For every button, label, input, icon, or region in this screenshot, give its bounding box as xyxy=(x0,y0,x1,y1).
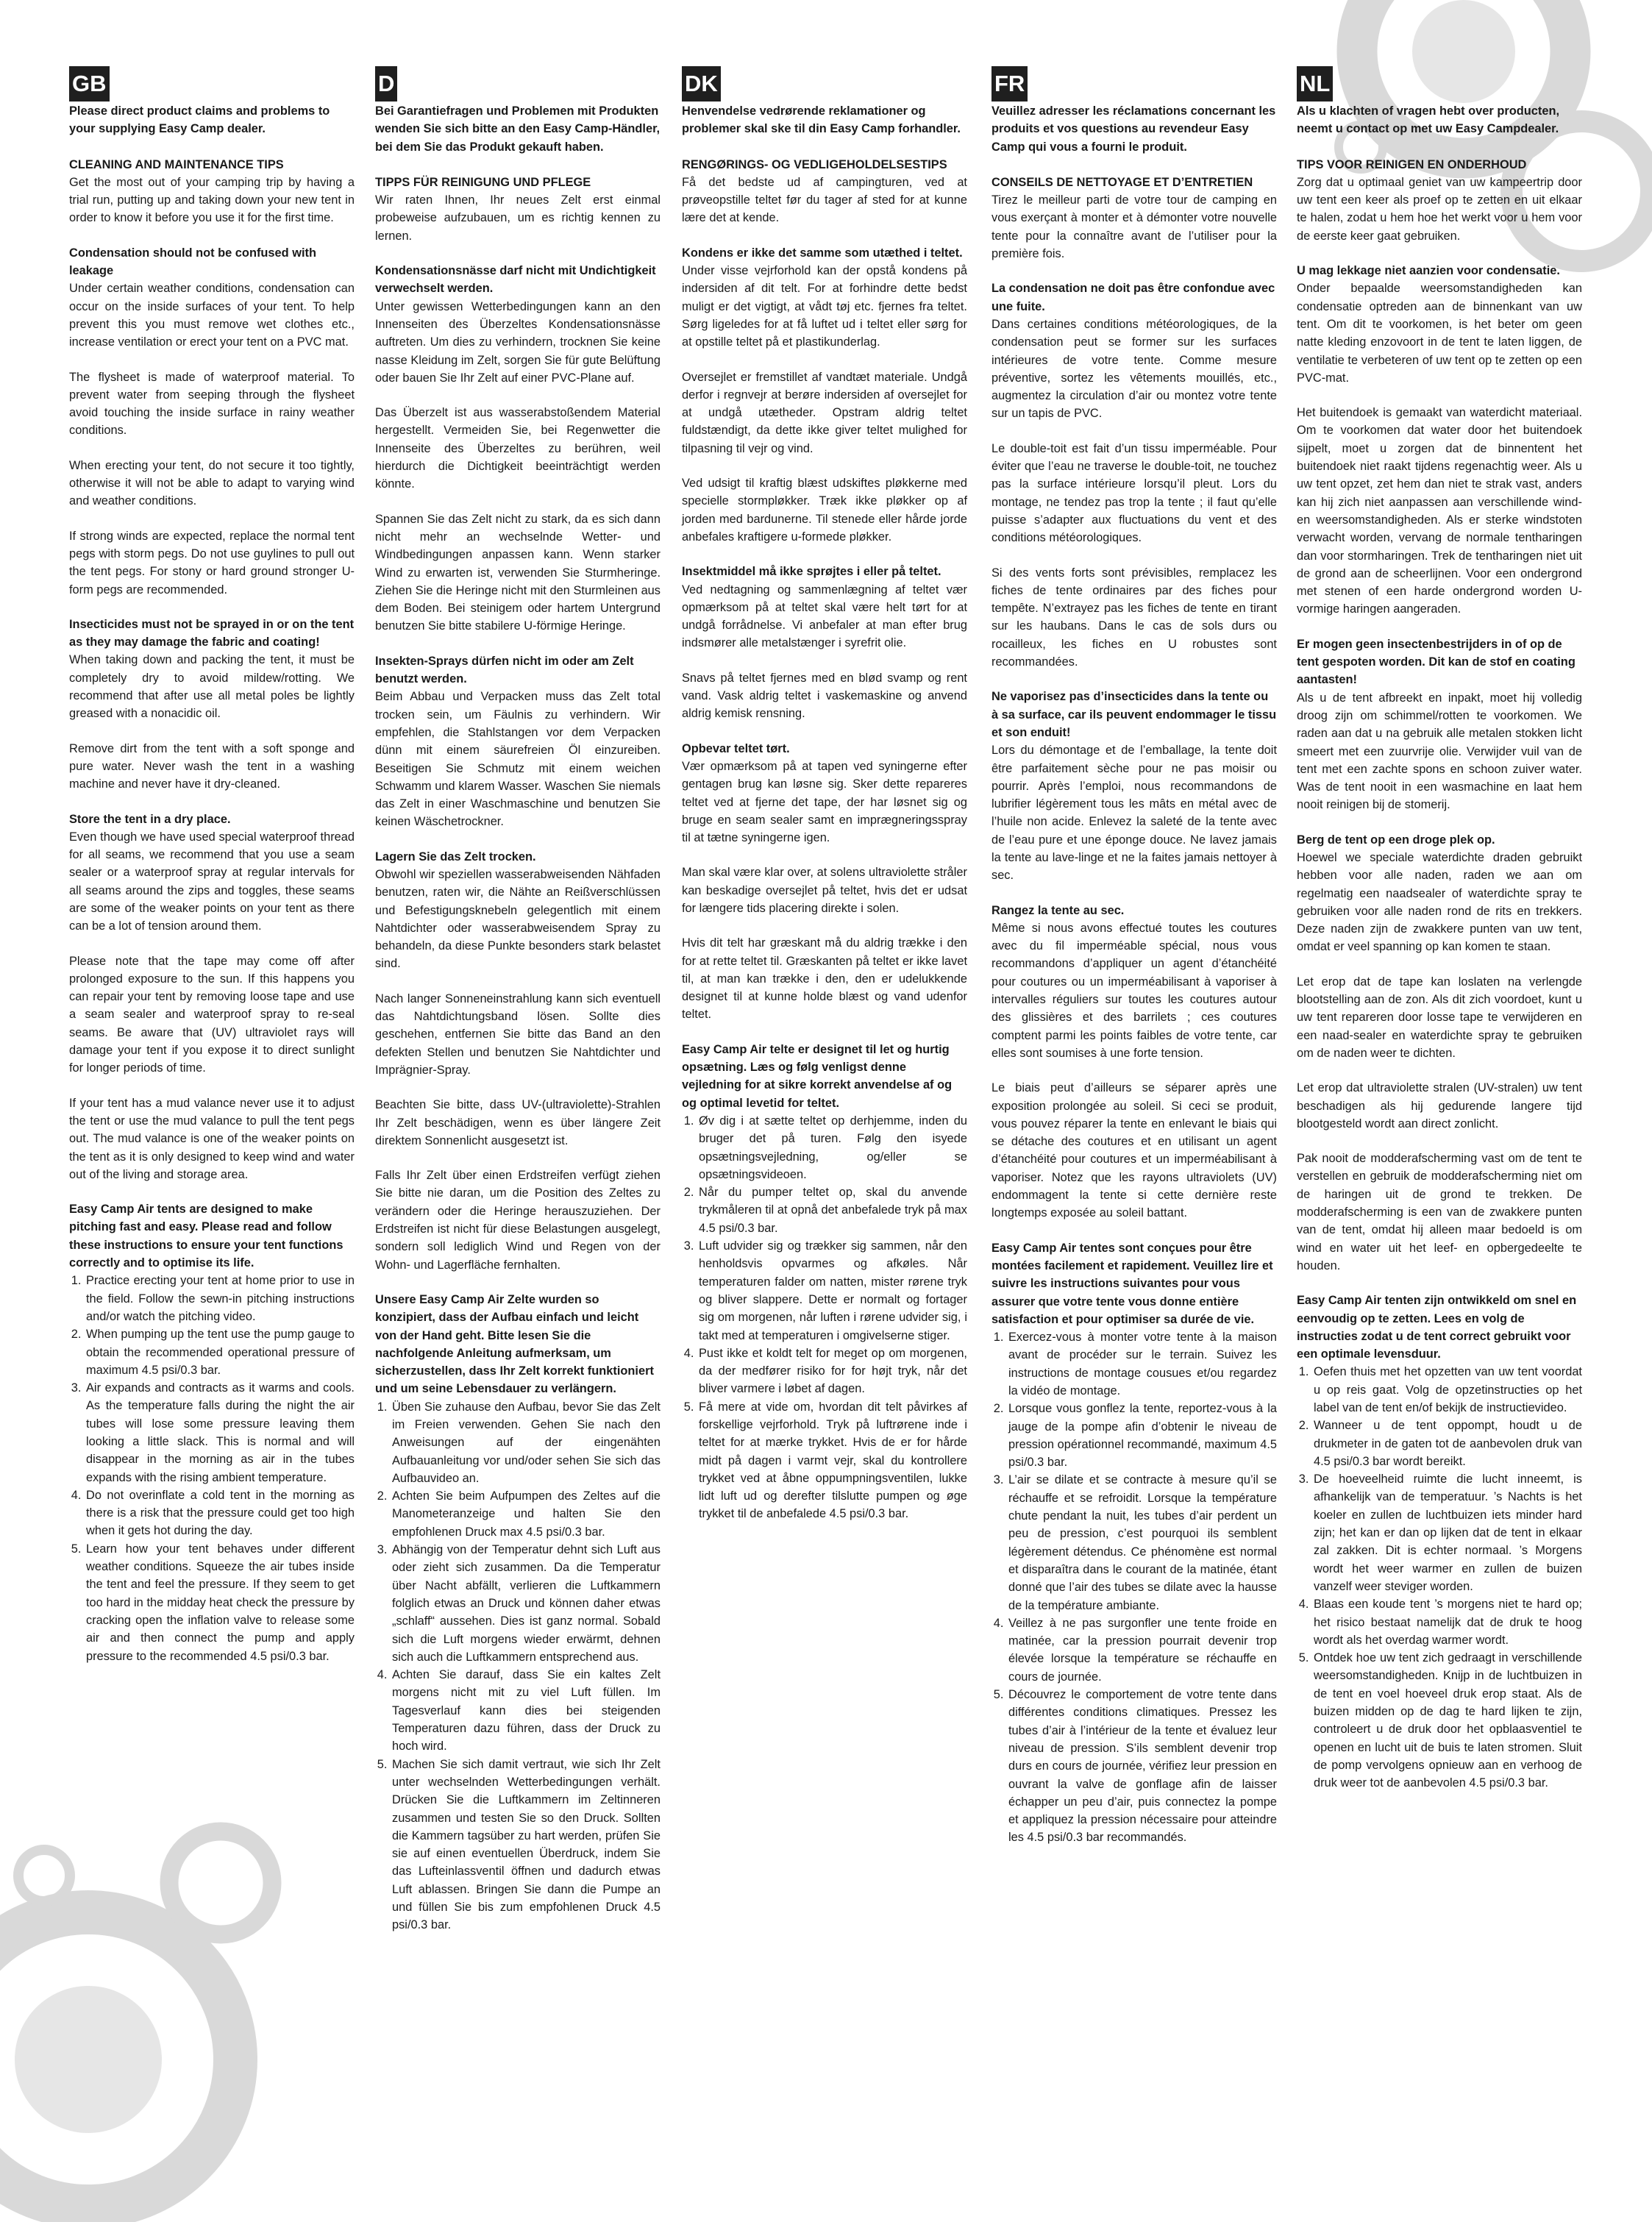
claims-intro: Bei Garantiefragen und Problemen mit Produkten wenden Sie sich bitte an den Easy Camp-Händler, bei dem Sie das Produkt gekauft haben. xyxy=(375,104,661,154)
instruction-section xyxy=(375,262,661,635)
instruction-section xyxy=(991,688,1277,884)
step-item: 4. Achten Sie darauf, dass Sie ein kaltes Zelt morgens nicht mit zu viel Luft füllen. Im Tagesverlauf kann dies bei steigenden Temperaturen dazu führen, dass der Druck zu hoch wird. xyxy=(391,1666,661,1755)
section-heading: La condensation ne doit pas être confondue avec une fuite. xyxy=(991,282,1275,313)
section-paragraph: Oversejlet er fremstillet af vandtæt materiale. Undgå derfor i regnvejr at berøre indersiden af oversejlet for at undgå utætheder. Opstram aldrig teltet fuldstændigt, da dette ikke giver teltet mulighed for tilpasning til vejr og vind. xyxy=(682,370,967,455)
section-paragraph: Obwohl wir speziellen wasserabweisenden Nähfaden benutzen, raten wir, die Nähte an Reißverschlüssen und Befestigungsknebeln gelegentlich mit einem Nahtdichter oder wasserabweisendem Spray zu behandeln, da diese Punkte besonders stark belastet sind. xyxy=(375,867,661,971)
section-paragraph: Als u de tent afbreekt en inpakt, moet hij volledig droog zijn om schimmel/rotten te voorkomen. We raden aan dat u na gebruik alle metalen stokken licht smeert met een zuurvrije olie. Verwijder vuil van de tent met een zachte spons en schoon zuiver water. Was de tent nooit in een wasmachine en laat hem nooit reinigen bij de stomerij. xyxy=(1297,691,1582,812)
step-item: 5. Få mere at vide om, hvordan dit telt påvirkes af forskellige vejrforhold. Tryk på luftrørene inde i teltet for at mærke trykket. Hvis de er for hårde midt på dagen i varmt vejr, skal du kontrollere trykket ved at åbne oppumpningsventilen, lukke lidt luft ud og derefter tilslutte pumpen og øge trykket til de anbefalede 4.5 psi/0.3 bar. xyxy=(697,1398,967,1523)
instruction-section xyxy=(1297,262,1582,619)
instruction-section xyxy=(991,1239,1277,1847)
section-heading: TIPS VOOR REINIGEN EN ONDERHOUD xyxy=(1297,157,1527,171)
instruction-section xyxy=(1297,635,1582,814)
step-item: 4. Veillez à ne pas surgonfler une tente froide en matinée, car la pression pourrait devenir trop élevée lorsque la température se réchauffe en cours de journée. xyxy=(1007,1614,1277,1686)
section-heading: Ne vaporisez pas d’insecticides dans la tente ou à sa surface, car ils peuvent endommager le tissu et son enduit! xyxy=(991,690,1277,739)
section-heading: Easy Camp Air telte er designet til let og hurtig opsætning. Læs og følg venligst denne vejledning for at sikre korrekt anvendelse af og og optimal levetid for teltet. xyxy=(682,1042,953,1110)
claims-intro: Als u klachten of vragen hebt over producten, neemt u contact op met uw Easy Campdealer. xyxy=(1297,104,1560,136)
instruction-section xyxy=(1297,1292,1582,1792)
language-code-badge: FR xyxy=(991,66,1028,102)
section-paragraph: Spannen Sie das Zelt nicht zu stark, da es sich dann nicht mehr an wechselnde Wetter- und Windbedingungen anpassen kann. Wenn starker Wind zu erwarten ist, verwenden Sie Sturmheringe. Ziehen Sie die Heringe nicht mit den Sturmleinen aus dem Boden. Bei steinigem oder hartem Untergrund benutzen Sie bitte stabilere U-förmige Heringe. xyxy=(375,512,661,633)
section-paragraph: Tirez le meilleur parti de votre tour de camping en vous exerçant à monter et à démonter votre nouvelle tente pour la connaître avant de l’utiliser pour la première fois. xyxy=(991,193,1277,261)
section-heading: Insekten-Sprays dürfen nicht im oder am Zelt benutzt werden. xyxy=(375,654,634,686)
air-tent-steps-list xyxy=(69,1272,355,1665)
language-column-nl xyxy=(1297,66,1582,1809)
instruction-section xyxy=(682,156,967,227)
section-paragraph: Das Überzelt ist aus wasserabstoßendem Material hergestellt. Vermeiden Sie, bei Regenwetter die Innenseite des Überzeltes zu berühren, weil hierdurch die Dichtigkeit beeinträchtigt werden könnte. xyxy=(375,406,661,491)
section-paragraph: If strong winds are expected, replace the normal tent pegs with storm pegs. Do not use guylines to pull out the tent pegs. For stony or hard ground stronger U-form pegs are recommended. xyxy=(69,529,355,597)
section-heading: TIPPS FÜR REINIGUNG UND PFLEGE xyxy=(375,175,591,189)
section-paragraph: Ved nedtagning og sammenlægning af teltet vær opmærksom på at teltet skal være helt tørt for at undgå forrådnelse. Vi anbefaler at man efter brug indsmører alle metalstænger i syrefrit olie. xyxy=(682,583,967,650)
section-heading: Unsere Easy Camp Air Zelte wurden so konzipiert, dass der Aufbau einfach und leicht von der Hand geht. Bitte lesen Sie die nachfolgende Anleitung aufmerksam, um sicherzustellen, dass Ihr Zelt korrekt funktioniert und um seine Lebensdauer zu verlängern. xyxy=(375,1292,654,1396)
section-paragraph: Man skal være klar over, at solens ultraviolette stråler kan beskadige oversejlet på teltet, hvis det er udsat for længere tids placering direkte i solen. xyxy=(682,866,967,915)
section-paragraph: Pak nooit de modderafscherming vast om de tent te verstellen en gebruik de modderafscherming niet om de haringen uit de grond te trekken. De modderafscherming is een van de zwakkere punten van de tent, omdat hij alleen maar bedoeld is om wind en water uit het leef- en opbergedeelte te houden. xyxy=(1297,1152,1582,1272)
section-paragraph: Beachten Sie bitte, dass UV-(ultraviolette)-Strahlen Ihr Zelt beschädigen, wenn es über längere Zeit direktem Sonnenlicht ausgesetzt ist. xyxy=(375,1098,661,1147)
air-tent-steps-list xyxy=(682,1112,967,1523)
instruction-section xyxy=(682,740,967,1024)
step-item: 2. Når du pumper teltet op, skal du anvende trykmåleren til at opnå det anbefalede tryk på max 4.5 psi/0.3 bar. xyxy=(697,1183,967,1237)
section-paragraph: Snavs på teltet fjernes med en blød svamp og rent vand. Vask aldrig teltet i vaskemaskine og anvend aldrig kemisk rensning. xyxy=(682,671,967,721)
instruction-section xyxy=(682,1041,967,1523)
step-item: 3. Luft udvider sig og trækker sig sammen, når den henholdsvis opvarmes og afkøles. Når temperaturen falder om natten, mister rørene tryk og bliver slappere. Dette er normalt og fortager sig om morgenen, når luften i rørene udvider sig, i takt med at temperaturen i omgivelserne stiger. xyxy=(697,1237,967,1345)
section-heading: Easy Camp Air tenten zijn ontwikkeld om snel en eenvoudig op te zetten. Lees en volg de instructies zodat u de tent correct gebruikt voor een optimale levensduur. xyxy=(1297,1294,1577,1361)
air-tent-steps-list xyxy=(375,1398,661,1934)
claims-intro: Please direct product claims and problems to your supplying Easy Camp dealer. xyxy=(69,104,330,136)
section-paragraph: Wir raten Ihnen, Ihr neues Zelt erst einmal probeweise aufzubauen, um es richtig kennen zu lernen. xyxy=(375,193,661,243)
section-heading: Easy Camp Air tents are designed to make pitching fast and easy. Please read and follow these instructions to ensure your tent functions correctly and to optimise its life. xyxy=(69,1203,343,1270)
section-heading: Insecticides must not be sprayed in or on the tent as they may damage the fabric and coating! xyxy=(69,617,355,649)
section-heading: Store the tent in a dry place. xyxy=(69,812,231,826)
section-heading: Kondensationsnässe darf nicht mit Undichtigkeit verwechselt werden. xyxy=(375,264,656,296)
section-paragraph: The flysheet is made of waterproof material. To prevent water from seeping through the flysheet avoid touching the inside surface in rainy weather conditions. xyxy=(69,370,355,438)
section-heading: U mag lekkage niet aanzien voor condensatie. xyxy=(1297,264,1560,278)
instruction-section xyxy=(69,811,355,1184)
section-heading: Condensation should not be confused with leakage xyxy=(69,246,316,278)
section-heading: Lagern Sie das Zelt trocken. xyxy=(375,850,536,863)
language-code-badge: GB xyxy=(69,66,110,102)
section-heading: Kondens er ikke det samme som utæthed i teltet. xyxy=(682,246,963,260)
section-paragraph: Falls Ihr Zelt über einen Erdstreifen verfügt ziehen Sie bitte nie daran, um die Position des Zeltes zu verändern oder die Heringe herauszuziehen. Der Erdstreifen ist nicht für diese Belastungen ausgelegt, sondern soll lediglich Wind und Regen von der Wohn- und Lagerfläche fernhalten. xyxy=(375,1169,661,1272)
section-paragraph: Nach langer Sonneneinstrahlung kann sich eventuell das Nahtdichtungsband lösen. Sollte dies geschehen, entfernen Sie bitte das Band an den defekten Stellen und benutzen Sie Nahtdichter und Imprägnier-Spray. xyxy=(375,991,661,1077)
language-column-d xyxy=(375,66,661,1951)
instruction-section xyxy=(1297,156,1582,245)
step-item: 3. L’air se dilate et se contracte à mesure qu’il se réchauffe et se refroidit. Lorsque la température chute pendant la nuit, les tubes d’air perdent un peu de pression, c’est pourquoi ils semblent légèrement détendus. Ce phénomène est normal et disparaîtra dans le courant de la matinée, étant donné que l’air des tubes se dilate avec la hausse de la température ambiante. xyxy=(1007,1471,1277,1614)
section-paragraph: Le biais peut d’ailleurs se séparer après une exposition prolongée au soleil. Si ceci se produit, vous pouvez réparer la tente en enlevant le biais qui se détache des coutures et en utilisant un agent d’étanchéité pour coutures et un imperméabilisant à vaporiser. Notez que les rayons ultraviolets (UV) endommagent la tente si cette dernière reste longtemps exposée au soleil battant. xyxy=(991,1081,1277,1220)
section-heading: Easy Camp Air tentes sont conçues pour être montées facilement et rapidement. Veuillez lire et suivre les instructions suivantes pour vous assurer que votre tente vous donne entière satisfaction et pour optimiser sa durée de vie. xyxy=(991,1241,1273,1326)
instruction-section xyxy=(69,244,355,599)
instruction-section xyxy=(69,156,355,227)
section-heading: Insektmiddel må ikke sprøjtes i eller på teltet. xyxy=(682,565,941,579)
instruction-section xyxy=(991,279,1277,671)
section-heading: Opbevar teltet tørt. xyxy=(682,741,790,755)
claims-intro: Henvendelse vedrørende reklamationer og problemer skal ske til din Easy Camp forhandler. xyxy=(682,104,961,136)
claims-intro: Veuillez adresser les réclamations concernant les produits et vos questions au revendeur Easy Camp qui vous a fourni le produit. xyxy=(991,104,1276,154)
section-paragraph: Dans certaines conditions météorologiques, de la condensation peut se former sur les surfaces intérieures de votre tente. Comme mesure préventive, sortez les vêtements mouillés, etc., augmentez la circulation d’air ou montez votre tente sur un tapis de PVC. xyxy=(991,317,1277,421)
step-item: 5. Découvrez le comportement de votre tente dans différentes conditions climatiques. Pressez les tubes d’air à l’intérieur de la tente et évaluez leur niveau de pression. S’ils semblent devenir trop durs en cours de journée, vérifiez leur pression en ouvrant la valve de gonflage afin de laisser échapper un peu d’air, puis connectez la pompe et appliquez la pression nécessaire pour atteindre les 4.5 psi/0.3 bar recommandés. xyxy=(1007,1686,1277,1847)
step-item: 3. Abhängig von der Temperatur dehnt sich Luft aus oder zieht sich zusammen. Da die Temperatur über Nacht abfällt, verlieren die Luftkammern folglich etwas an Druck und können daher etwas „schlaff“ aussehen. Dies ist ganz normal. Sobald sich die Luft morgens wieder erwärmt, dehnen sich auch die Luftkammern entsprechend aus. xyxy=(391,1541,661,1666)
instruction-section xyxy=(69,616,355,794)
section-heading: CONSEILS DE NETTOYAGE ET D’ENTRETIEN xyxy=(991,175,1253,189)
step-item: 5. Ontdek hoe uw tent zich gedraagt in verschillende weersomstandigheden. Knijp in de luchtbuizen in de tent en voel hoeveel druk erop staat. Als de buizen midden op de dag te hard lijken te zijn, controleert u de druk door het opblaasventiel te openen en lucht uit de buis te laten stromen. Sluit de pomp vervolgens opnieuw aan en verhoog de druk weer tot de aanbevolen 4.5 psi/0.3 bar. xyxy=(1312,1649,1582,1792)
section-paragraph: Remove dirt from the tent with a soft sponge and pure water. Never wash the tent in a washing machine and never have it dry-cleaned. xyxy=(69,741,355,791)
step-item: 2. Wanneer u de tent oppompt, houdt u de drukmeter in de gaten tot de aanbevolen druk van 4.5 psi/0.3 bar wordt bereikt. xyxy=(1312,1417,1582,1470)
section-heading: Berg de tent op een droge plek op. xyxy=(1297,833,1495,847)
section-paragraph: Beim Abbau und Verpacken muss das Zelt total trocken sein, um Fäulnis zu verhindern. Wir empfehlen, die Stahlstangen vor dem Verpacken dünn mit einem säurefreien Öl einzureiben. Beseitigen Sie Schmutz mit einem weichen Schwamm und klarem Wasser. Waschen Sie niemals das Zelt in einer Waschmaschine und benutzen Sie keinen Wäschetrockner. xyxy=(375,690,661,829)
step-item: 3. De hoeveelheid ruimte die lucht inneemt, is afhankelijk van de temperatuur. ’s Nachts is het koeler en zullen de luchtbuizen iets minder hard zijn; het kan er dan op lijken dat de tent in elkaar zal zakken. Dit is echter normaal. ’s Morgens wordt het weer warmer en zullen de buizen vanzelf weer steviger worden. xyxy=(1312,1470,1582,1595)
section-paragraph: Ved udsigt til kraftig blæst udskiftes pløkkerne med specielle stormpløkker. Træk ikke pløkker op af jorden med barduner​ne. Til stenede eller hårde jorde anbefales kraftigere u-formede pløkker. xyxy=(682,477,967,544)
section-paragraph: Même si nous avons effectué toutes les coutures avec du fil imperméable spécial, nous vous recommandons d’appliquer un agent d’étanchéité pour coutures ou un imperméabilisant à vaporiser à intervalles réguliers sur toutes les coutures autour des glissières et des barrilets ; ces coutures comptent parmi les points faibles de votre tente, car elles sont soumises à une forte tension. xyxy=(991,921,1277,1060)
section-paragraph: Hvis dit telt har græskant må du aldrig trække i den for at rette teltet til. Græskanten på teltet er ikke lavet til, at man kan trække i den, den er udelukkende designet til at kunne holde blæst og vand udenfor teltet. xyxy=(682,936,967,1022)
section-paragraph: When taking down and packing the tent, it must be completely dry to avoid mildew/rotting. We recommend that after use all metal poles be lightly greased with a nonacidic oil. xyxy=(69,653,355,721)
section-heading: Er mogen geen insectenbestrijders in of op de tent gespoten worden. Dit kan de stof en coating aantasten! xyxy=(1297,637,1576,687)
step-item: 1. Exercez-vous à monter votre tente à la maison avant de procéder sur le terrain. Suivez les instructions de montage cousues et/ou regardez la vidéo de montage. xyxy=(1007,1328,1277,1400)
section-paragraph: Let erop dat ultraviolette stralen (UV-stralen) uw tent beschadigen als hij gedurende langere tijd blootgesteld wordt aan direct zonlicht. xyxy=(1297,1081,1582,1130)
language-column-fr xyxy=(991,66,1277,1864)
section-paragraph: When erecting your tent, do not secure it too tightly, otherwise it will not be able to adapt to varying wind and weather conditions. xyxy=(69,458,355,508)
step-item: 4. Do not overinflate a cold tent in the morning as there is a risk that the pressure could get too high when it gets hot during the day. xyxy=(85,1486,355,1540)
air-tent-steps-list xyxy=(991,1328,1277,1847)
instruction-section xyxy=(1297,831,1582,1275)
language-code-badge: NL xyxy=(1297,66,1333,102)
air-tent-steps-list xyxy=(1297,1363,1582,1792)
section-paragraph: Zorg dat u optimaal geniet van uw kampeertrip door uw tent een keer als proef op te zetten en uit elkaar te halen, zodat u hem hoe het werkt voor u hem voor de eerste keer gaat gebruiken. xyxy=(1297,175,1582,243)
instruction-section xyxy=(991,902,1277,1222)
instruction-section xyxy=(375,174,661,245)
section-heading: Rangez la tente au sec. xyxy=(991,903,1125,917)
section-paragraph: Lors du démontage et de l’emballage, la tente doit être parfaitement sèche pour ne pas moisir ou pourrir. Après l’emploi, nous recommandons de lubrifier légèrement tous les mâts en métal avec de l’huile non acide. Enlevez la saleté de la tente avec de l’eau pure et une éponge douce. Ne lavez jamais la tente au lave-linge et ne la faites jamais nettoyer à sec. xyxy=(991,744,1277,883)
section-paragraph: Under visse vejrforhold kan der opstå kondens på indersiden af dit telt. For at forhindre dette bedst muligt er det vigtigt, at vådt tøj etc. fjernes fra teltet. Sørg ligeledes for at få luftet ud i teltet eller sørg for at opstille teltet på et plastikunderlag. xyxy=(682,264,967,349)
language-code-badge: DK xyxy=(682,66,721,102)
section-paragraph: Let erop dat de tape kan loslaten na verlengde blootstelling aan de zon. Als dit zich voordoet, kunt u uw tent repareren door losse tape te verwijderen en een naad-sealer en waterdichte spray te gebruiken om de naden weer te dichten. xyxy=(1297,975,1582,1060)
step-item: 5. Learn how your tent behaves under different weather conditions. Squeeze the air tubes inside the tent and feel the pressure. If they seem to get too hard in the midday heat check the pressure by cracking open the inflation valve to release some air and then connect the pump and apply pressure to the recommended 4.5 psi/0.3 bar. xyxy=(85,1540,355,1665)
step-item: 2. Lorsque vous gonflez la tente, reportez-vous à la jauge de la pompe afin d’obtenir le niveau de pression opérationnel recommandé, maximum 4.5 psi/0.3 bar. xyxy=(1007,1400,1277,1471)
step-item: 4. Pust ikke et koldt telt for meget op om morgenen, da der medfører risiko for for højt tryk, når det bliver varmere i løbet af dagen. xyxy=(697,1345,967,1398)
instruction-section xyxy=(375,652,661,831)
section-paragraph: Please note that the tape may come off after prolonged exposure to the sun. If this happens you can repair your tent by removing loose tape and use a seam sealer and waterproof spray to re-seal seams. Be aware that (UV) ultraviolet rays will damage your tent if you expose it to direct sunlight for longer periods of time. xyxy=(69,954,355,1075)
step-item: 2. When pumping up the tent use the pump gauge to obtain the recommended operational pressure of maximum 4.5 psi/0.3 bar. xyxy=(85,1325,355,1379)
instruction-section xyxy=(69,1200,355,1665)
step-item: 4. Blaas een koude tent ’s morgens niet te hard op; het risico bestaat namelijk dat de druk te hoog wordt als het overdag warmer wordt. xyxy=(1312,1595,1582,1649)
section-heading: RENGØRINGS- OG VEDLIGEHOLDELSESTIPS xyxy=(682,157,947,171)
section-paragraph: Få det bedste ud af campingturen, ved at prøveopstille teltet før du tager af sted for at kunne lære det at kende. xyxy=(682,175,967,225)
instruction-section xyxy=(682,244,967,546)
step-item: 2. Achten Sie beim Aufpumpen des Zeltes auf die Manometeranzeige und halten Sie den empfohlenen Druck max 4.5 psi/0.3 bar. xyxy=(391,1487,661,1541)
section-paragraph: Le double-toit est fait d’un tissu imperméable. Pour éviter que l’eau ne traverse le double-toit, ne touchez pas la surface intérieure lorsqu’il pleut. Lors du montage, ne tendez pas trop la tente ; il faut qu’elle puisse s’adapter aux fluctuations du vent et des conditions météorologiques. xyxy=(991,441,1277,545)
instruction-section xyxy=(991,174,1277,263)
step-item: 3. Air expands and contracts as it warms and cools. As the temperature falls during the night the air tubes will lose some pressure leaving them looking a little slack. This is normal and will disappear in the morning as air in the tubes expands with the rising ambient temperature. xyxy=(85,1379,355,1486)
section-paragraph: Even though we have used special waterproof thread for all seams, we recommend that you use a seam sealer or a waterproof spray at regular intervals for all seams around the zips and toggles, these seams are some of the weaker points on your tent as there can be a lot of tension around them. xyxy=(69,830,355,933)
instruction-section xyxy=(375,848,661,1274)
language-code-badge: D xyxy=(375,66,397,102)
section-paragraph: Under certain weather conditions, condensation can occur on the inside surfaces of your tent. To help prevent this you must remove wet clothes etc., increase ventilation or erect your tent on a PVC mat. xyxy=(69,282,355,349)
section-paragraph: Het buitendoek is gemaakt van waterdicht materiaal. Om te voorkomen dat water door het buitendoek sijpelt, moet u zorgen dat de binnentent het buitendoek niet raakt tijdens regenachtig weer. Als u uw tent opzet, zet hem dan niet te strak vast, anders kan hij zich niet aanpassen aan verschillende wind- en weersomstandigheden. Als er sterke windstoten verwacht worden, vervang de normale tentharingen dan voor stormharingen. Trek de tentharingen niet uit de grond aan de scheerlijnen. Voor een ondergrond met stenen of een harde ondergrond worden U-vormige haringen aangeraden. xyxy=(1297,406,1582,616)
instruction-section xyxy=(375,1291,661,1934)
section-heading: CLEANING AND MAINTENANCE TIPS xyxy=(69,157,284,171)
language-column-gb xyxy=(69,66,355,1682)
step-item: 1. Oefen thuis met het opzetten van uw tent voordat u op reis gaat. Volg de opzetinstructies op het label van de tent en/of bekijk de instructievideo. xyxy=(1312,1363,1582,1417)
section-paragraph: If your tent has a mud valance never use it to adjust the tent or use the mud valance to pull the tent pegs out. The mud valance is one of the weaker points on the tent as it is only designed to keep wind and water out of the living and storage area. xyxy=(69,1096,355,1181)
section-paragraph: Onder bepaalde weersomstandigheden kan condensatie optreden aan de binnenkant van uw tent. Om dit te voorkomen, is het beter om geen natte kleding enzovoort in de tent te laten liggen, de ventilatie te verbeteren of uw tent op te zetten op een PVC-mat. xyxy=(1297,282,1582,385)
language-column-dk xyxy=(682,66,967,1540)
instruction-section xyxy=(682,563,967,722)
section-paragraph: Vær opmærksom på at tapen ved syningerne efter gentagen brug kan løsne sig. Sker dette repareres teltet ved at fjerne det tape, der har løsnet sig og bruge en seam sealer samt en imprægneringsspray til at tætne syningerne igen. xyxy=(682,759,967,845)
step-item: 1. Üben Sie zuhause den Aufbau, bevor Sie das Zelt im Freien verwenden. Gehen Sie nach den Anweisungen auf der eingenähten Aufbauanleitung vor und/oder sehen Sie sich das Aufbauvideo an. xyxy=(391,1398,661,1487)
step-item: 5. Machen Sie sich damit vertraut, wie sich Ihr Zelt unter wechselnden Wetterbedingungen verhält. Drücken Sie die Luftkammern im Zeltinneren zusammen und testen Sie so den Druck. Sollten die Kammern tagsüber zu hart werden, prüfen Sie sie auf einen eventuellen Überdruck, indem Sie das Lufteinlassventil öffnen und dadurch etwas Luft ablassen. Bringen Sie dann die Pumpe an und füllen Sie bis zum empfohlenen Druck 4.5 psi/0.3 bar. xyxy=(391,1756,661,1934)
step-item: 1. Øv dig i at sætte teltet op derhjemme, inden du bruger det på turen. Følg den isyede opsætningsvejledning, og/eller se opsætningsvideoen. xyxy=(697,1112,967,1183)
section-paragraph: Unter gewissen Wetterbedingungen kann an den Innenseiten des Überzeltes Kondensationsnässe auftreten. Um dies zu verhindern, trocknen Sie keine nasse Kleidung im Zelt, sorgen Sie für gute Belüftung oder bauen Sie Ihr Zelt auf einer PVC-Plane auf. xyxy=(375,299,661,385)
step-item: 1. Practice erecting your tent at home prior to use in the field. Follow the sewn-in pitching instructions and/or watch the pitching video. xyxy=(85,1272,355,1325)
section-paragraph: Si des vents forts sont prévisibles, remplacez les fiches de tente ordinaires par des fiches pour tempête. N’extrayez pas les fiches de tente en tirant sur les haubans. Dans le cas de sols durs ou rocailleux, les fiches en U robustes sont recommandées. xyxy=(991,566,1277,669)
section-paragraph: Hoewel we speciale waterdichte draden gebruikt hebben voor alle naden, raden we aan om regelmatig een naadsealer of waterdichte spray te gebruiken voor alle naden rond de rits en trekkers. Deze naden zijn de zwakkere punten van uw tent, omdat er veel spanning op kan komen te staan. xyxy=(1297,850,1582,954)
section-paragraph: Get the most out of your camping trip by having a trial run, putting up and taking down your new tent in order to know it before you use it for the first time. xyxy=(69,175,355,225)
